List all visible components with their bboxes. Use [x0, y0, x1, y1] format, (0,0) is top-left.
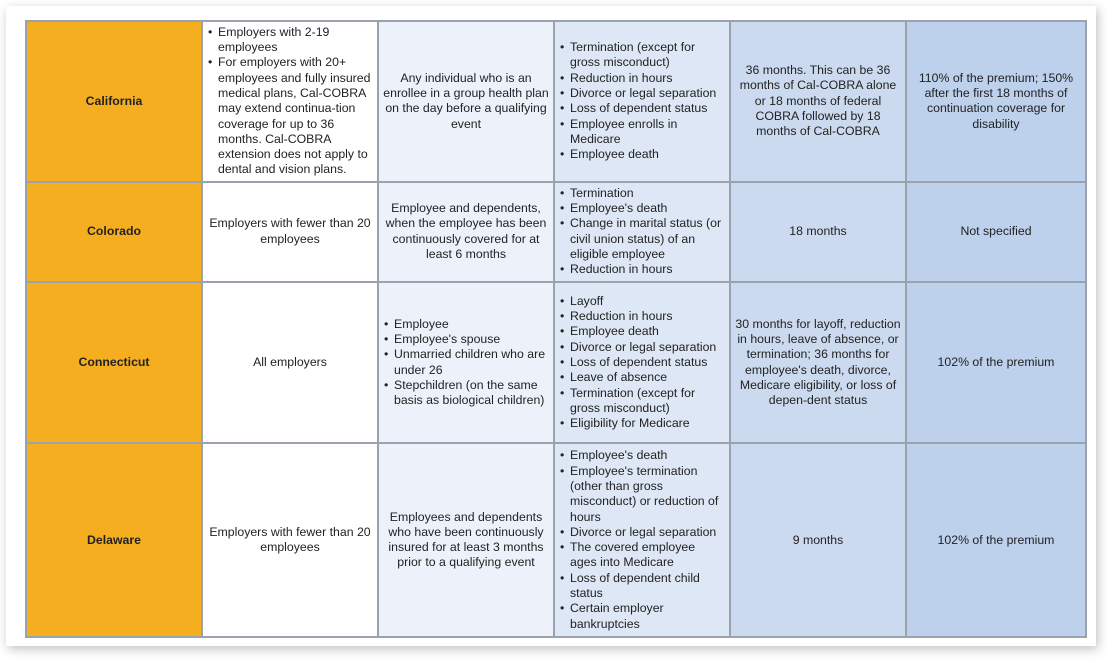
- list-item: • Employee's death: [559, 448, 725, 463]
- duration-cell-text: 18 months: [789, 224, 847, 239]
- eligible-cell-text: Employees and dependents who have been continuously insured for at least 3 months prior to a qualifying event: [388, 509, 544, 570]
- list-item: • Reduction in hours: [559, 262, 725, 277]
- duration-cell: [730, 182, 906, 282]
- list-item: • Employee death: [559, 147, 725, 162]
- state-name-cell: [26, 21, 202, 182]
- state-name-cell-text: Connecticut: [78, 354, 150, 369]
- premium-cell: [906, 21, 1086, 182]
- qualifying-events-cell: [554, 282, 730, 444]
- list-item: • Change in marital status (or civil union status) of an eligible employee: [559, 216, 725, 262]
- table-row: [26, 282, 1086, 444]
- state-name-cell: [26, 443, 202, 637]
- premium-cell: [906, 282, 1086, 444]
- employers-cell: [202, 21, 378, 182]
- list-item: • Certain employer bankruptcies: [559, 601, 725, 632]
- eligible-cell: [378, 282, 554, 444]
- list-item: • Employee death: [559, 324, 725, 339]
- list-item: • Employee enrolls in Medicare: [559, 117, 725, 148]
- list-item: • Stepchildren (on the same basis as biological children): [383, 378, 549, 409]
- list-item: • Eligibility for Medicare: [559, 416, 725, 431]
- eligible-cell-text: Employee and dependents, when the employee has been continuously covered for at least 6 months: [385, 201, 547, 261]
- list-item: • Divorce or legal separation: [559, 525, 725, 540]
- list-item: • Layoff: [559, 294, 725, 309]
- state-name-cell: [26, 182, 202, 282]
- list-item: • Employee's termination (other than gross misconduct) or reduction of hours: [559, 464, 725, 525]
- list-item: • Employee's spouse: [383, 332, 549, 347]
- eligible-cell-list: [383, 317, 549, 409]
- list-item: • Loss of dependent status: [559, 355, 725, 370]
- employers-cell: [202, 282, 378, 444]
- qualifying-events-cell: [554, 21, 730, 182]
- employers-cell: [202, 443, 378, 637]
- list-item: • Leave of absence: [559, 370, 725, 385]
- state-name-cell-text: California: [85, 93, 143, 108]
- list-item: • Termination (except for gross misconduct): [559, 40, 725, 71]
- table-row: [26, 182, 1086, 282]
- eligible-cell: [378, 443, 554, 637]
- list-item: • For employers with 20+ employees and fully insured medical plans, Cal-COBRA may extend continua-tion coverage for up to 36 months. Cal-COBRA extension does not apply to dental and vision plans.: [207, 55, 373, 177]
- list-item: • Loss of dependent child status: [559, 571, 725, 602]
- qualifying-events-cell-list: [559, 186, 725, 278]
- employers-cell-text: Employers with fewer than 20 employees: [209, 524, 371, 555]
- table-row: [26, 21, 1086, 182]
- document-page: [6, 6, 1096, 646]
- eligible-cell: [378, 21, 554, 182]
- qualifying-events-cell: [554, 182, 730, 282]
- qualifying-events-cell: [554, 443, 730, 637]
- list-item: • Reduction in hours: [559, 71, 725, 86]
- employers-cell-text: All employers: [253, 354, 327, 369]
- premium-cell-text: 110% of the premium; 150% after the first 18 months of continuation coverage for disability: [918, 70, 1074, 131]
- employers-cell: [202, 182, 378, 282]
- premium-cell: [906, 443, 1086, 637]
- list-item: • Unmarried children who are under 26: [383, 347, 549, 378]
- qualifying-events-cell-list: [559, 294, 725, 432]
- state-continuation-table: [25, 20, 1087, 638]
- qualifying-events-cell-list: [559, 448, 725, 632]
- table-row: [26, 443, 1086, 637]
- duration-cell-text: 36 months. This can be 36 months of Cal-COBRA alone or 18 months of federal COBRA followed by 18 months of Cal-COBRA: [739, 63, 897, 139]
- duration-cell: [730, 282, 906, 444]
- list-item: • Termination (except for gross misconduct): [559, 386, 725, 417]
- list-item: • Employee: [383, 317, 549, 332]
- duration-cell-text: 9 months: [792, 532, 844, 547]
- table-body: [26, 21, 1086, 637]
- state-name-cell-text: Colorado: [87, 224, 141, 239]
- eligible-cell: [378, 182, 554, 282]
- list-item: • Loss of dependent status: [559, 101, 725, 116]
- list-item: • Divorce or legal separation: [559, 340, 725, 355]
- duration-cell-text: 30 months for layoff, reduction in hours, leave of absence, or termination; 36 months for employee's death, divorce, Medicare eligibility, or loss of depen-dent status: [735, 316, 901, 408]
- qualifying-events-cell-list: [559, 40, 725, 162]
- premium-cell: [906, 182, 1086, 282]
- state-name-cell-text: Delaware: [86, 532, 141, 547]
- duration-cell: [730, 21, 906, 182]
- eligible-cell-text: Any individual who is an enrollee in a group health plan on the day before a qualifying event: [383, 70, 549, 131]
- list-item: • Employers with 2-19 employees: [207, 25, 373, 56]
- premium-cell-text: 102% of the premium: [937, 532, 1055, 547]
- state-name-cell: [26, 282, 202, 444]
- list-item: • Employee's death: [559, 201, 725, 216]
- premium-cell-text: Not specified: [960, 224, 1032, 239]
- list-item: • The covered employee ages into Medicare: [559, 540, 725, 571]
- premium-cell-text: 102% of the premium: [937, 354, 1055, 369]
- employers-cell-text: Employers with fewer than 20 employees: [209, 216, 371, 246]
- list-item: • Divorce or legal separation: [559, 86, 725, 101]
- list-item: • Reduction in hours: [559, 309, 725, 324]
- employers-cell-list: [207, 25, 373, 178]
- list-item: • Termination: [559, 186, 725, 201]
- duration-cell: [730, 443, 906, 637]
